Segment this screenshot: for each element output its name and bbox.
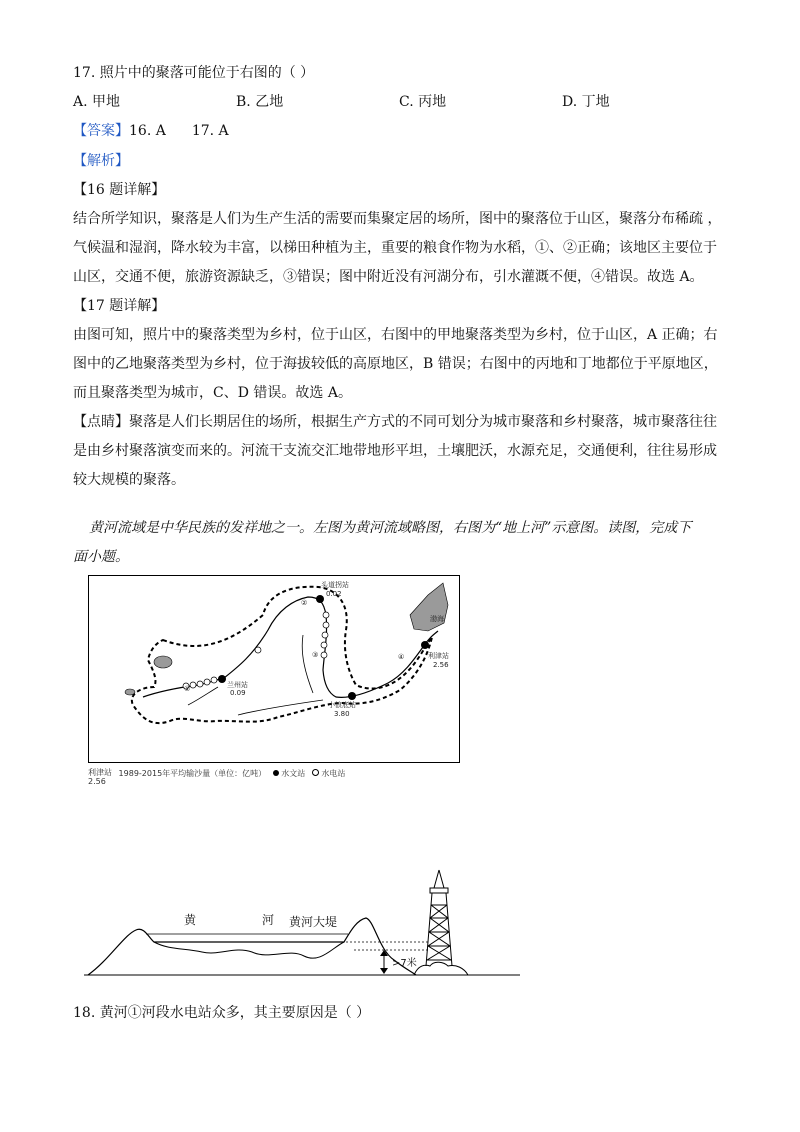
river-bed	[154, 942, 344, 958]
d17-heading: 【17 题详解】	[73, 298, 166, 314]
label-lanzhou: 兰州站	[227, 681, 248, 689]
intro-line-2: 面小题。	[73, 549, 129, 565]
label-lanzhou-val: 0.09	[230, 689, 246, 697]
d16-line-2: 气候温和湿润，降水较为丰富，以梯田种植为主，重要的粮食作物为水稻，①、②正确；该地区主要位于	[73, 240, 717, 256]
d16-line-3: 山区，交通不便，旅游资源缺乏，③错误；图中附近没有河湖分布，引水灌溉不便，④错误。故选 A。	[73, 269, 704, 285]
label-bohai: 渤海	[430, 615, 444, 623]
dike-profile	[88, 918, 416, 975]
d17-line-1: 由图可知，照片中的聚落类型为乡村，位于山区，右图中的甲地聚落类型为乡村，位于山区，A 正确；右	[73, 327, 718, 343]
intro-line-1: 黄河流域是中华民族的发祥地之一。左图为黄河流域略图，右图为“地上河”示意图。读图，完成下	[89, 520, 692, 536]
label-huang: 黄	[184, 913, 197, 927]
legend-station: 利津站	[88, 768, 112, 777]
station-toudaoguai-dot	[316, 595, 324, 603]
legend-hydro-icon	[273, 770, 279, 776]
lake-qinghai	[154, 656, 172, 668]
tip-line-1	[73, 412, 717, 432]
answer-16: 16. A	[129, 123, 166, 139]
segment-1: ①	[184, 685, 191, 693]
q17-stem: 17. 照片中的聚落可能位于右图的（ ）	[73, 65, 315, 81]
segment-3: ③	[312, 651, 319, 659]
q17-option-c: C. 丙地	[399, 94, 447, 110]
tip-text-1: 聚落是人们长期居住的场所，根据生产方式的不同可划分为城市聚落和乡村聚落，城市聚落往往	[129, 414, 717, 430]
label-toudaoguai: 头道拐站	[321, 581, 349, 589]
tip-label: 【点睛】	[73, 414, 129, 430]
legend-station-val: 2.56	[88, 777, 106, 786]
label-dike: 黄河大堤	[289, 915, 338, 929]
label-lijin: 利津站	[428, 652, 449, 660]
label-xiaolangdi-val: 3.80	[334, 710, 350, 718]
rock-base	[414, 962, 468, 975]
station-xiaolangdi-dot	[348, 692, 356, 700]
q18-stem: 18. 黄河①河段水电站众多，其主要原因是（ ）	[73, 1005, 371, 1021]
d17-line-3: 而且聚落类型为城市，C、D 错误。故选 A。	[73, 385, 352, 401]
d16-line-1: 结合所学知识，聚落是人们为生产生活的需要而集聚定居的场所，图中的聚落位于山区，聚落分布稀疏 ，	[73, 211, 722, 227]
label-lijin-val: 2.56	[433, 661, 449, 669]
station-lijin-dot	[421, 641, 429, 649]
label-toudaoguai-val: 0.02	[326, 590, 342, 598]
segment-2: ②	[301, 599, 308, 607]
segment-4: ④	[398, 653, 405, 661]
q17-option-d: D. 丁地	[562, 94, 610, 110]
d16-heading: 【16 题详解】	[73, 182, 166, 198]
elevated-river-diagram	[84, 860, 520, 982]
label-xiaolangdi: 小浪底站	[328, 701, 356, 709]
legend-power-icon	[312, 769, 319, 776]
tower-icon	[426, 870, 452, 966]
answer-line	[73, 121, 229, 141]
q17-option-b: B. 乙地	[236, 94, 284, 110]
label-height: >7米	[392, 958, 417, 969]
tip-line-3: 较大规模的聚落。	[73, 472, 185, 488]
d17-line-2: 图中的乙地聚落类型为乡村，位于海拔较低的高原地区，B 错误；右图中的丙地和丁地都位于平原地区，	[73, 356, 718, 372]
answer-17: 17. A	[191, 123, 229, 139]
label-he: 河	[262, 913, 275, 927]
tip-line-2: 是由乡村聚落演变而来的。河流干支流交汇地带地形平坦，土壤肥沃，水源充足，交通便利，往往易形成	[73, 443, 717, 459]
legend-text: 1989-2015年平均输沙量（单位：亿吨）	[118, 769, 267, 778]
analysis-label: 【解析】	[73, 153, 129, 169]
answer-label: 【答案】	[73, 123, 129, 139]
legend-hydro: 水文站	[281, 769, 306, 778]
legend-power: 水电站	[321, 769, 346, 778]
map-legend	[88, 768, 345, 786]
q17-option-a: A. 甲地	[73, 94, 121, 110]
station-lanzhou-dot	[218, 675, 226, 683]
yellow-river-basin-map	[88, 575, 460, 763]
